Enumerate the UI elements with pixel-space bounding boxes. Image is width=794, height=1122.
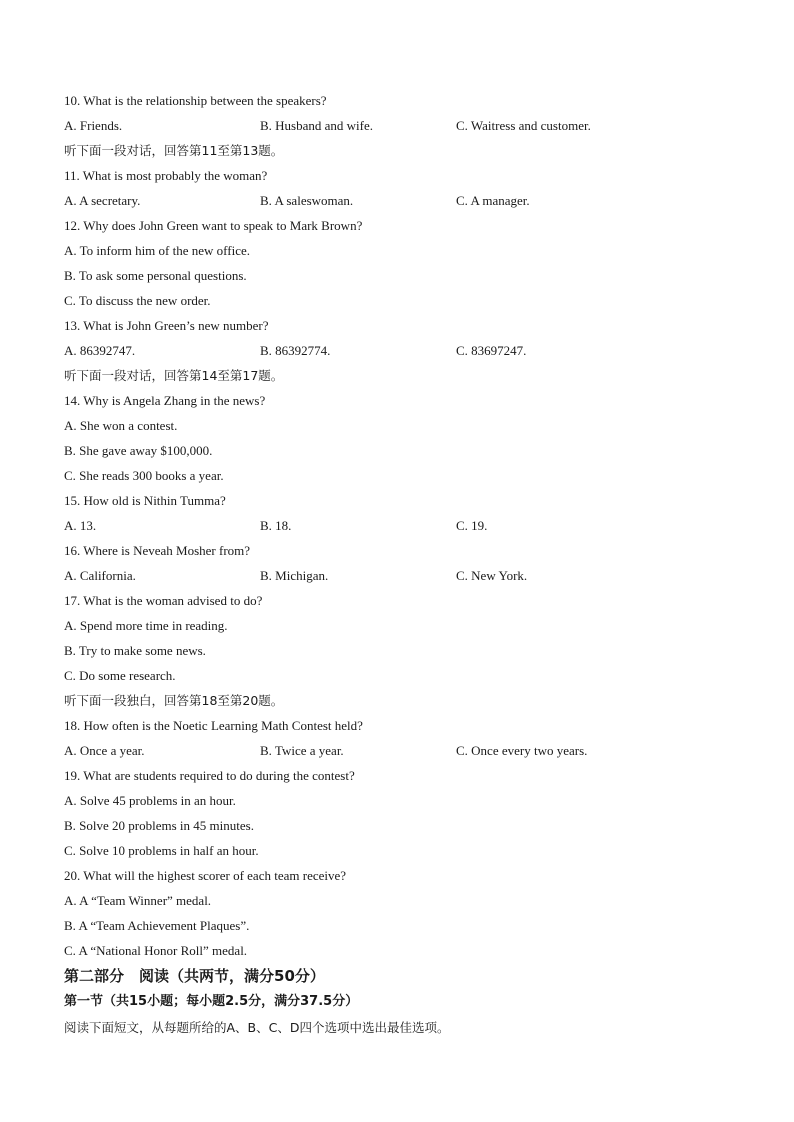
option-a: A. A secretary. (64, 193, 141, 208)
option-c: C. A “National Honor Roll” medal. (64, 943, 248, 958)
option-c: C. Do some research. (64, 668, 176, 683)
question-19: 19. What are students required to do during the contest? (64, 768, 355, 783)
options-16 (64, 563, 744, 588)
option-c: C. Solve 10 problems in half an hour. (64, 843, 259, 858)
question-14: 14. Why is Angela Zhang in the news? (64, 393, 266, 408)
options-13 (64, 338, 744, 363)
option-b: B. 18. (260, 518, 292, 533)
option-a: A. Solve 45 problems in an hour. (64, 793, 236, 808)
option-a: A. Once a year. (64, 743, 145, 758)
option-a: A. A “Team Winner” medal. (64, 893, 212, 908)
option-c: C. 19. (456, 518, 488, 533)
question-12: 12. Why does John Green want to speak to Mark Brown? (64, 218, 363, 233)
option-b: B. 86392774. (260, 343, 331, 358)
option-b: B. Twice a year. (260, 743, 344, 758)
option-a: A. Friends. (64, 118, 123, 133)
options-18 (64, 738, 744, 763)
options-15 (64, 513, 744, 538)
reading-instruction: 阅读下面短文，从每题所给的A、B、C、D四个选项中选出最佳选项。 (64, 1020, 450, 1035)
option-b: B. A “Team Achievement Plaques”. (64, 918, 250, 933)
instruction-18-20: 听下面一段独白，回答第18至第20题。 (64, 693, 284, 708)
option-c: C. Once every two years. (456, 743, 588, 758)
part-two-title: 第二部分 阅读（共两节，满分50分） (64, 967, 325, 985)
question-11: 11. What is most probably the woman? (64, 168, 268, 183)
question-15: 15. How old is Nithin Tumma? (64, 493, 226, 508)
option-b: B. Solve 20 problems in 45 minutes. (64, 818, 254, 833)
option-c: C. New York. (456, 568, 528, 583)
option-b: B. A saleswoman. (260, 193, 354, 208)
instruction-11-13: 听下面一段对话，回答第11至第13题。 (64, 143, 284, 158)
option-c: C. A manager. (456, 193, 530, 208)
option-a: A. 86392747. (64, 343, 136, 358)
option-c: C. Waitress and customer. (456, 118, 591, 133)
option-c: C. To discuss the new order. (64, 293, 211, 308)
option-b: B. Try to make some news. (64, 643, 206, 658)
question-20: 20. What will the highest scorer of each team receive? (64, 868, 347, 883)
option-a: A. She won a contest. (64, 418, 178, 433)
option-c: C. She reads 300 books a year. (64, 468, 224, 483)
section-one-title: 第一节（共15小题；每小题2.5分，满分37.5分） (64, 994, 359, 1009)
option-b: B. Husband and wife. (260, 118, 374, 133)
option-b: B. To ask some personal questions. (64, 268, 247, 283)
options-10 (64, 113, 744, 138)
question-16: 16. Where is Neveah Mosher from? (64, 543, 251, 558)
option-b: B. She gave away $100,000. (64, 443, 213, 458)
option-a: A. 13. (64, 518, 97, 533)
option-c: C. 83697247. (456, 343, 527, 358)
exam-page (64, 88, 744, 1040)
instruction-14-17: 听下面一段对话，回答第14至第17题。 (64, 368, 284, 383)
question-18: 18. How often is the Noetic Learning Math Contest held? (64, 718, 363, 733)
option-a: A. Spend more time in reading. (64, 618, 228, 633)
question-17: 17. What is the woman advised to do? (64, 593, 263, 608)
option-a: A. California. (64, 568, 136, 583)
question-13: 13. What is John Green’s new number? (64, 318, 269, 333)
option-a: A. To inform him of the new office. (64, 243, 250, 258)
option-b: B. Michigan. (260, 568, 329, 583)
question-10: 10. What is the relationship between the speakers? (64, 93, 327, 108)
options-11 (64, 188, 744, 213)
